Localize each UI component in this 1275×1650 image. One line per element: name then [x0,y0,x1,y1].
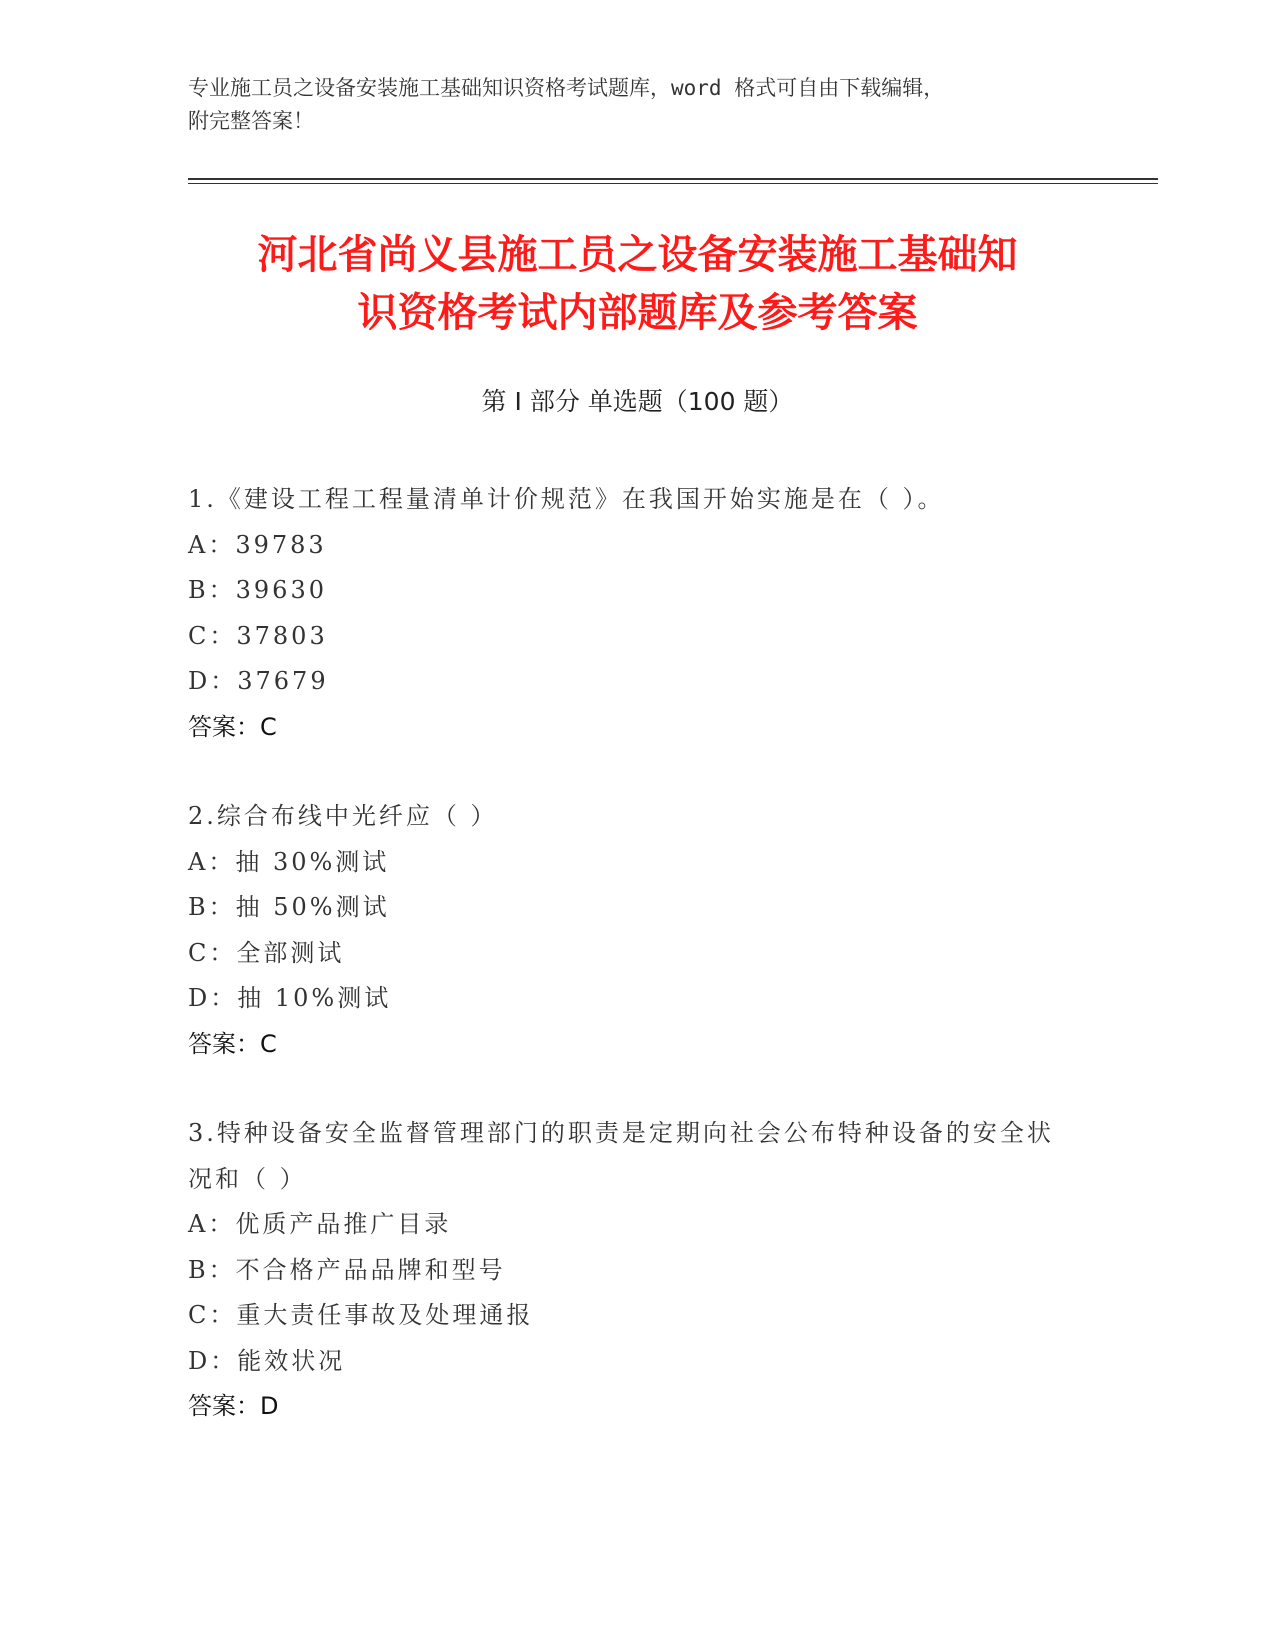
option-b: B：不合格产品品牌和型号 [188,1255,506,1284]
option-c: C：37803 [188,621,328,650]
option-a: A：优质产品推广目录 [188,1210,452,1238]
section-heading: 第 I 部分 单选题（100 题） [481,387,794,416]
document-title-line-1: 河北省尚义县施工员之设备安装施工基础知 [257,232,1018,278]
header-divider-thin [188,183,1158,184]
option-a: A：抽 30%测试 [188,847,390,876]
question-stem: 1.《建设工程工程量清单计价规范》在我国开始实施是在（ ）。 [188,485,945,513]
header-note-line-1: 专业施工员之设备安装施工基础知识资格考试题库，word 格式可自由下载编辑， [188,76,945,100]
option-d: D：能效状况 [188,1346,346,1375]
answer: 答案：C [188,712,277,741]
header-note-line-2: 附完整答案！ [188,109,314,133]
question-1 [188,477,1068,750]
option-c: C：重大责任事故及处理通报 [188,1301,534,1329]
question-3 [188,1111,1068,1430]
question-stem: 2.综合布线中光纤应（ ） [188,802,498,830]
question-2 [188,794,1068,1067]
question-stem: 3.特种设备安全监督管理部门的职责是定期向社会公布特种设备的安全状况和（ ） [188,1119,1054,1193]
document-title [140,226,1135,342]
answer: 答案：C [188,1029,277,1058]
document-title-line-2: 识资格考试内部题库及参考答案 [357,290,918,336]
option-d: D：抽 10%测试 [188,984,392,1012]
option-a: A：39783 [188,530,327,559]
option-c: C：全部测试 [188,938,345,967]
option-b: B：抽 50%测试 [188,893,390,921]
header-note [188,72,1068,138]
option-d: D：37679 [188,667,329,695]
header-divider-thick [188,178,1158,180]
option-b: B：39630 [188,576,327,604]
question-list [188,477,1068,1474]
answer: 答案：D [188,1392,279,1420]
